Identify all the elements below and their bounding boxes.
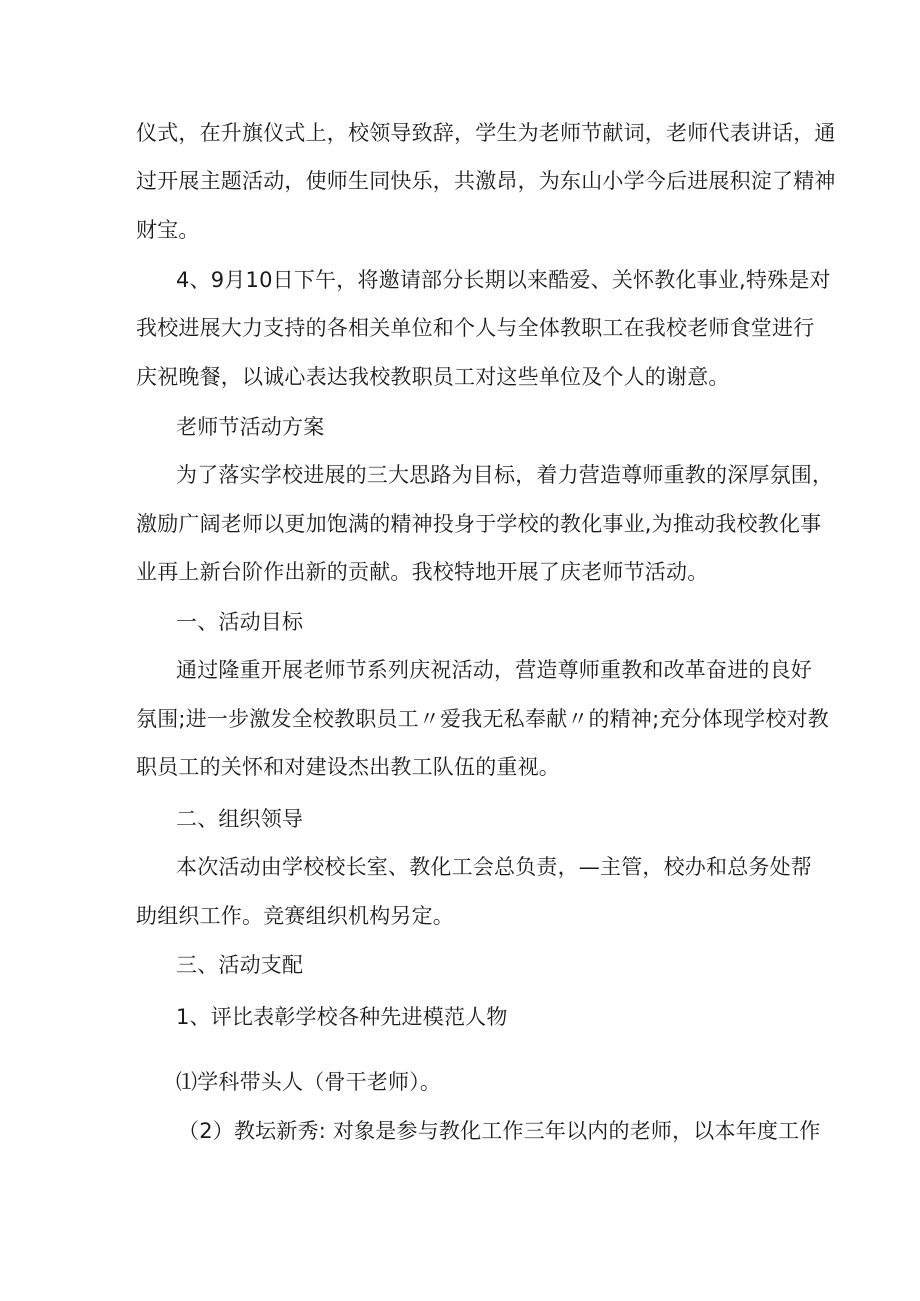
section-heading: 一、活动目标 — [176, 610, 304, 634]
paragraph-line: 过开展主题活动，使师生同快乐，共激昂，为东山小学今后进展积淀了精神 — [136, 169, 836, 193]
paragraph-line: 激励广阔老师以更加饱满的精神投身于学校的教化事业,为推动我校教化事 — [136, 512, 822, 536]
paragraph-line: 职员工的关怀和对建设杰出教工队伍的重视。 — [136, 755, 560, 779]
paragraph-line: 仪式，在升旗仪式上，校领导致辞，学生为老师节献词，老师代表讲话，通 — [136, 121, 836, 145]
paragraph-line: 庆祝晚餐，以诚心表达我校教职员工对这些单位及个人的谢意。 — [136, 365, 730, 389]
paragraph-line: 氛围;进一步激发全校教职员工〃爱我无私奉献〃的精神;充分体现学校对教 — [136, 707, 829, 731]
paragraph-line: 通过隆重开展老师节系列庆祝活动，营造尊师重教和改革奋进的良好 — [176, 658, 812, 682]
section-heading: 二、组织领导 — [176, 807, 304, 831]
paragraph-line: 为了落实学校进展的三大思路为目标，着力营造尊师重教的深厚氛围， — [176, 463, 834, 487]
paragraph-line: 我校进展大力支持的各相关单位和个人与全体教职工在我校老师食堂进行 — [136, 316, 815, 340]
paragraph-line: 业再上新台阶作出新的贡献。我校特地开展了庆老师节活动。 — [136, 560, 709, 584]
paragraph-line: 4、9月10日下午，将邀请部分长期以来酷爱、关怀教化事业,特殊是对 — [176, 268, 831, 292]
list-item: （2）教坛新秀: 对象是参与教化工作三年以内的老师，以本年度工作 — [178, 1119, 821, 1143]
section-heading: 三、活动支配 — [176, 953, 304, 977]
list-item: 1、评比表彰学校各种先进模范人物 — [176, 1005, 508, 1029]
paragraph-line: 财宝。 — [136, 218, 200, 242]
paragraph-line: 本次活动由学校校长室、教化工会总负责，—主管，校办和总务处帮 — [176, 855, 812, 879]
list-item: ⑴学科带头人（骨干老师）。 — [176, 1070, 442, 1094]
section-title: 老师节活动方案 — [176, 415, 325, 439]
paragraph-line: 助组织工作。竞赛组织机构另定。 — [136, 904, 454, 928]
